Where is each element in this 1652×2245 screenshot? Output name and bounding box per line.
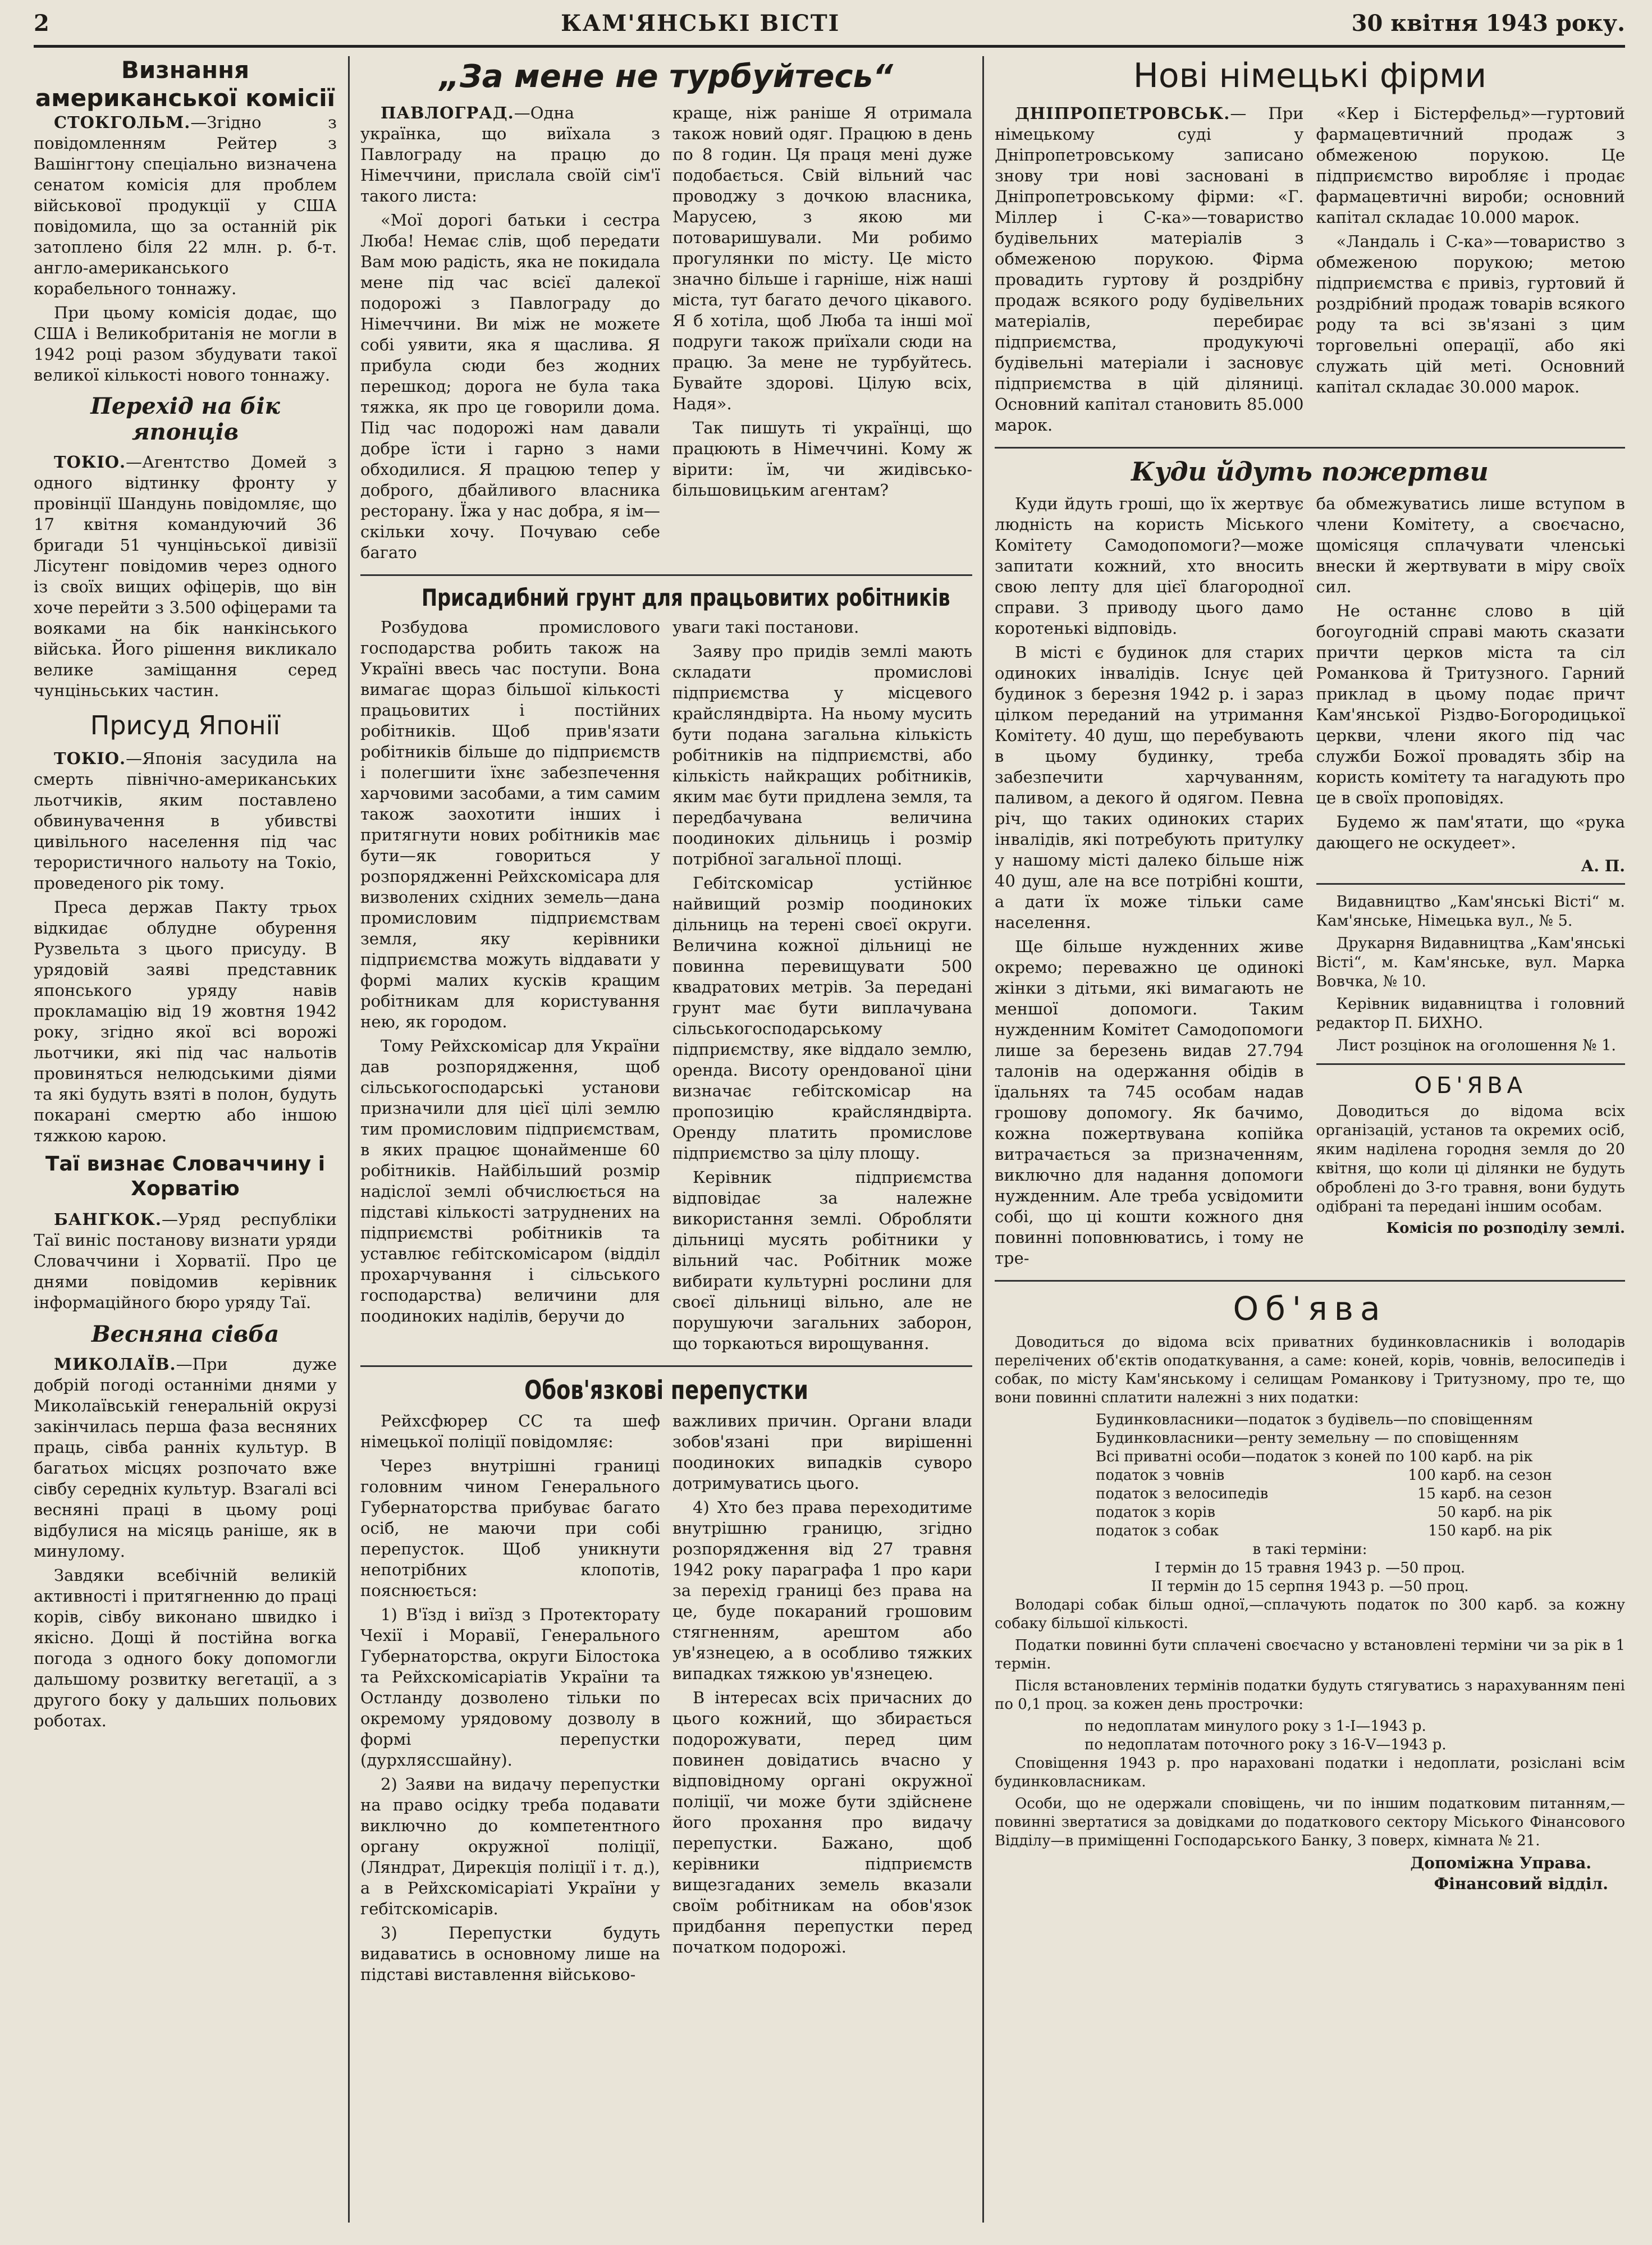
tax-rate: 150 карб. на рік: [1428, 1522, 1552, 1539]
tax-line: Будинковласники—податок з будівель—по сповіщенням: [1096, 1411, 1533, 1428]
dateline: ТОКІО.: [54, 452, 126, 472]
tax-rate: 50 карб. на рік: [1437, 1504, 1552, 1521]
notice-signature: Допоміжна Управа.: [1410, 1854, 1591, 1872]
notice-signature: Комісія по розподілу землі.: [1386, 1220, 1625, 1237]
article-text-body: — При німецькому суді у Дніпропетровському записано знову три нові засновані в Дніпропетровському фірми: «Г. Міллер і С-ка»—товариство будівельних матеріалів з обмеженою порукою. Фірма провадить гуртову й роздрібну продаж всякого роду будівельних матеріалів, перебирає підприємства, продукуючі будівельні матеріали і засновує підприємства в цій діляниці. Основний капітал становить 85.000 марок.: [995, 104, 1304, 435]
article-text: Так пишуть ті українці, що працюють в Німеччині. Кому ж вірити: їм, чи жидівсько-більшовицьким агентам?: [672, 418, 972, 500]
article-text: Через внутрішні границі головним чином Генерального Губернаторства прибуває багато осіб, не маючи при собі перепусток. Щоб уникнути непотрібних клопотів, пояснюється:: [360, 1456, 660, 1600]
article-title: Обов'язкові перепустки: [524, 1375, 808, 1405]
article-text-body: —Агентство Домей з одного відтинку фронту у провінції Шандунь повідомляє, що 17 квітня командуючий 36 бригади 51 чунціньської дивізії Лісутенг повідомив через одного із своїх вищих офіцерів, що він хоче перейти з 3.500 офіцерами та вояками на бік нанкінського війська. Його рішення викликало велике заміщання серед чунціньських частин.: [34, 452, 337, 700]
article-text: При цьому комісія додає, що США і Великобританія не могли в 1942 році разом збудувати такої великої кількості нового тоннажу.: [34, 303, 337, 385]
article-title: Перехід на бік японців: [90, 393, 280, 445]
imprint-line: Керівник видавництва і головний редактор П. БИХНО.: [1316, 995, 1625, 1032]
tax-penalty-line: по недоплатам поточного року з 16-V—1943 р.: [1084, 1736, 1447, 1753]
section-divider: [360, 1365, 972, 1367]
article-text: Гебітскомісар устійнює найвищий розмір поодиноких дільниць на терені своєї округи. Величина кожної дільниці не повинна перевищувати 500 квадратових метрів. За передані грунт має бути виплачувана сільськогосподарському підприємству, яке віддало землю, оренда. Висоту орендованої ціни визначає гебітскомісар на пропозицію крайсляндвірта. Оренду платить промислове підприємство за цілу площу.: [672, 874, 972, 1163]
article-body: [995, 103, 1625, 439]
tax-item: податок з човнів: [1096, 1467, 1225, 1484]
column-divider: [348, 56, 350, 2223]
article-title: Куди йдуть пожертви: [1131, 456, 1489, 487]
tax-rate-row: [995, 1503, 1625, 1522]
article-text: Ще більше нужденних живе окремо; переважно це одинокі жінки з дітьми, які вимагають не меншої допомоги. Таким нужденним Комітет Самодопомоги лише за березень видав 27.794 талонів на одержання обідів в їдальнях та 745 особам надав грошову допомогу. Як бачимо, кожна пожертвувана копійка витрачається за призначенням, виключно для надання допомоги нужденним. Але треба усвідомити собі, що ці кошти кожного дня повинні поповнюватись, і тому не тре-: [995, 937, 1304, 1268]
imprint-line: Лист розцінок на оголошення № 1.: [1336, 1037, 1616, 1054]
tax-rate-row: [995, 1466, 1625, 1485]
column-center: [360, 56, 972, 2223]
article-title: Таї визнає Словаччину і Хорватію: [45, 1153, 326, 1200]
article-text: 2) Заяви на видачу перепустки на право осідку треба подавати виключно до компетентного органу окружної поліції, (Ляндрат, Дирекція поліції і т. д.), а в Рейхскомісаріаті України у гебітскомісарів.: [360, 1775, 660, 1918]
column-left: [34, 56, 337, 2223]
article-text: «Ландаль і С-ка»—товариство з обмеженою порукою; метою підприємства є привіз, гуртовий й роздрібний продаж товарів всякого роду та всі зв'язані з цим торговельні операції, або які служать цій меті. Основний капітал складає 30.000 марок.: [1316, 232, 1625, 396]
tax-rate: 15 карб. на сезон: [1417, 1485, 1552, 1502]
article-text: Рейхсфюрер СС та шеф німецької поліції повідомляє:: [360, 1411, 660, 1451]
section-divider: [995, 1280, 1625, 1282]
article-text: важливих причин. Органи влади зобов'язані при вирішенні поодиноких випадків суворо дотримуватись цього.: [672, 1411, 972, 1493]
tax-notice: [995, 1333, 1625, 1893]
dateline: ТОКІО.: [54, 749, 126, 768]
article-text-body: —Згідно з повідомленням Рейтер з Вашінгтону спеціально визначена сенатом комісія для проблем військової продукції у США повідомила, що за останній рік затоплено біля 22 млн. р. б-т. англо-американського корабельного тоннажу.: [34, 113, 337, 298]
section-divider: [1316, 883, 1626, 885]
notice-text: Доводиться до відома всіх організацій, установ та окремих осіб, яким наділена городня земля до 20 квітня, що коли ці ділянки не будуть оброблені до 3-го травня, вони будуть одібрані та передані іншим особам.: [1316, 1103, 1625, 1215]
article-text: [34, 748, 337, 894]
article-text: Не останнє слово в цій богоугодній справі мають сказати причти церков міста та сіл Романкова й Тритузного. Гарний приклад в цьому подає причт Кам'янської Різдво-Богородицької церкви, члени якого під час служби Божої провадять збір на користь комітету та нагадують про це в своїх проповідях.: [1316, 601, 1625, 807]
article-title: Весняна сівба: [91, 1321, 280, 1347]
article-body: [995, 493, 1625, 1272]
article-text: Куди йдуть гроші, що їх жертвує людність на користь Міського Комітету Самодопомоги?—може запитати кожний, хто вносить свою лепту для цієї благородної справи. З приводу цього дамо коротенькі відповідь.: [995, 494, 1304, 638]
imprint-line: Видавництво „Кам'янські Вісті“ м. Кам'янське, Німецька вул., № 5.: [1316, 893, 1625, 930]
page-number: 2: [34, 10, 49, 36]
tax-item: податок з корів: [1096, 1504, 1215, 1521]
article-text: краще, ніж раніше Я отримала також новий одяг. Працюю в день по 8 годин. Ця праця мені дуже подобається. Свій вільний час проводжу з дочкою власника, Марусею, з якою ми потоваришували. Ми робимо прогулянки по місту. Це місто значно більше і гарніше, ніж наші міста, тут багато дечого цікавого. Я б хотіла, щоб Люба та інші мої подруги також приїхали сюди на працю. За мене не турбуйтесь. Бувайте здорові. Цілую всіх, Надя».: [672, 103, 972, 413]
section-divider: [360, 574, 972, 576]
article-text: «Кер і Бістерфельд»—гуртовий фармацевтичний продаж з обмеженою порукою. Це підприємство виробляє і продає фармацевтичні вироби; основний капітал складає 10.000 марок.: [1316, 104, 1625, 227]
tax-rate-row: [995, 1485, 1625, 1503]
article-text: Преса держав Пакту трьох відкидає облудне обурення Рузвельта з цього присуду. В урядовій заяві представник японського уряду навів прокламацію від 19 жовтня 1942 року, згідно якої всі ворожі льотчики, які під час нальотів провиняться нелюдськими діями та які будуть взяті в полон, будуть покарані смертю або іншою тяжкою карою.: [34, 898, 337, 1145]
article-title: Нові німецькі фірми: [1133, 56, 1487, 95]
article-title: „За мене не турбуйтесь“: [439, 58, 894, 95]
imprint: [1316, 893, 1626, 1055]
article-text: Тому Рейхскомісар для України дав розпорядження, щоб сільськогосподарські установи призначили для цієї цілі землю тим промисловим підприємствам, в яких працює щонайменше 60 робітників. Найбільший розмір надіслої землі обчислюється на підставі кількості затруднених на підприємстві робітників та уставлює гебітскомісаром (відділ прохарчування і сільського господарства) величини для поодиноких наділів, беручи до: [360, 1036, 660, 1325]
article-text: Заяву про придів землі мають складати промислові підприємства у місцевого крайсляндвірта. На ньому мусить бути подана загальна кількість робітників на підприємстві, або кількість найкращих робітників, яким має бути придлена земля, та передбачувана величина поодиноких дільниць і розмір потрібної загальної площі.: [672, 642, 972, 868]
article-body: [360, 617, 972, 1357]
article-title: Присадибний грунт для працьовитих робітників: [422, 584, 950, 611]
notice-text: Доводиться до відома всіх приватних будинковласників і володарів перелічених об'єктів оподаткування, а саме: коней, корів, човнів, велосипедів і собак, по місту Кам'янському і селищам Романкову і Тритузному, про те, що вони повинні сплатити належні з них податки:: [995, 1334, 1625, 1406]
article-text: В місті є будинок для старих одиноких інвалідів. Існує цей будинок з березня 1942 р. і зараз цілком переданий на утримання Комітету. 40 душ, що перебувають в цьому будинку, треба забезпечити харчуванням, паливом, а декого й одягом. Певна річ, що таких одиноких старих інвалідів, які потребують притулку у нашому місті далеко більше ніж 40 душ, але на все потрібні кошти, а дати їх може тільки саме населення.: [995, 643, 1304, 932]
article-text: 3) Перепустки будуть видаватись в основному лише на підставі виставлення військово-: [360, 1923, 660, 1984]
dateline: МИКОЛАЇВ.: [54, 1355, 176, 1374]
article-title: Визнання американської комісії: [35, 56, 336, 112]
article-text-body: —При дуже добрій погоді останніми днями у Миколаївській генеральній окрузі закінчилась перша фаза весняних праць, сівба ранніх культур. В багатьох місцях розпочато вже сівбу середніх культур. Взагалі всі весняні праці в цьому році відбулися на місяць раніше, як в минулому.: [34, 1355, 337, 1561]
imprint-line: Друкарня Видавництва „Кам'янські Вісті“, м. Кам'янське, вул. Марка Вовчка, № 10.: [1316, 935, 1625, 990]
notice-text: Податки повинні бути сплачені своєчасно у встановлені терміни чи за рік в 1 термін.: [995, 1637, 1625, 1672]
article-text-body: —Уряд республіки Таї виніс постанову визнати уряди Словаччини і Хорватії. Про це днями повідомив керівник інформаційного бюро уряду Таї.: [34, 1210, 337, 1312]
article-text: «Мої дорогі батьки і сестра Люба! Немає слів, щоб передати Вам мою радість, яка не покидала мене під час всієї далекої подорожі з Павлограду до Німеччини. Ви між не можете собі уявити, яка я щаслива. Я прибула сюди без жодних перешкод; дорога не була така тяжка, як про це говорили дома. Під час подорожі нам давали добре їсти і гарно з нами обходилися. Я працюю тепер у доброго, дбайливого власника ресторану. Їжа у нас добра, я ім—скільки хочу. Почуваю себе багато: [360, 211, 660, 562]
article-text: [995, 103, 1304, 436]
notice-text: Володарі собак більш одної,—сплачують податок по 300 карб. за кожну собаку більшої кількості.: [995, 1597, 1625, 1632]
article-text-body: —Японія засудила на смерть північно-американських льотчиків, яким поставлено обвинувачення в убивстві цивільного населення під час терористичного нальоту на Токіо, проведеного рік тому.: [34, 749, 337, 893]
article-text: Розбудова промислового господарства робить також на Україні ввесь час поступи. Вона вимагає щораз більшої кількості працьовитих і постійних робітників. Щоб прив'язати робітників більше до підприємств і полегшити їхнє забезпечення харчовими засобами, а тим самим також заохотити інших і притягнути нових робітників має бути—як говориться у розпорядженні Рейхскомісара для визволених східних земель—дана промисловим підприємствам земля, яку керівники підприємства можуть віддавати у формі малих кусків кращим робітникам для користування нею, як городом.: [360, 618, 660, 1031]
notice-text: Сповіщення 1943 р. про нараховані податки і недоплати, розіслані всім будинковласникам.: [995, 1755, 1625, 1790]
article-text: ба обмежуватись лише вступом в члени Комітету, а своєчасно, щомісяця сплачувати членські внески й жертвувати в міру своїх сил.: [1316, 494, 1625, 596]
article-text: [34, 1354, 337, 1562]
tax-item: податок з собак: [1096, 1522, 1219, 1539]
notice-text: Після встановлених термінів податки будуть стягуватись з нарахуванням пені по 0,1 проц. за кожен день прострочки:: [995, 1677, 1625, 1713]
tax-term: II термін до 15 серпня 1943 р. —50 проц.: [1151, 1578, 1469, 1595]
article-text: [360, 103, 660, 207]
dateline: БАНГКОК.: [54, 1210, 162, 1229]
tax-item: податок з велосипедів: [1096, 1485, 1269, 1502]
section-divider: [995, 447, 1625, 449]
dateline: ДНІПРОПЕТРОВСЬК.: [1015, 104, 1230, 123]
tax-rate: 100 карб. на сезон: [1408, 1467, 1552, 1484]
article-text: Будемо ж пам'ятати, що «рука дающего не оскудеет».: [1316, 812, 1625, 852]
article-text: 1) В'їзд і виїзд з Протекторату Чехії і Моравії, Генерального Губернаторства, округи Білостока та Рейхскомісаріатів України та Остланду дозволено тільки по окремому урядовому дозволу в формі перепустки (дурхляссшайну).: [360, 1605, 660, 1770]
newspaper-title: КАМ'ЯНСЬКІ ВІСТІ: [561, 10, 840, 36]
article-text: В інтересах всіх причасних до цього кожний, що збирається подорожувати, перед цим повинен довідатись вчасно у відповідному органі окружної поліції, чи може бути здійснене його прохання про видачу перепустки. Бажано, щоб керівники підприємств вищезгаданих земель вказали своїм робітникам на обов'язок придбання перепустки перед початком подорожі.: [672, 1688, 972, 1956]
notice-signature: Фінансовий відділ.: [1434, 1874, 1608, 1893]
column-divider: [982, 56, 984, 2223]
dateline: СТОКГОЛЬМ.: [54, 113, 191, 132]
masthead: [34, 10, 1625, 48]
article-text: уваги такі постанови.: [672, 618, 859, 637]
dateline: ПАВЛОГРАД.: [381, 103, 514, 122]
article-text: [34, 112, 337, 299]
notice-title: ОБ'ЯВА: [1414, 1073, 1527, 1099]
article-text: Завдяки всебічній великій активності і притягненню до праці корів, сівбу виконано швидко і якісно. Дощі й постійна вогка погода з одного боку допомогли дальшому розвитку вегетації, а з другого боку у дальших польових роботах.: [34, 1566, 337, 1730]
tax-line: Всі приватні особи—податок з коней по 100 карб. на рік: [1096, 1448, 1533, 1465]
article-text: 4) Хто без права переходитиме внутрішню границю, згідно розпорядження від 27 травня 1942 року параграфа 1 про кари за перехід границі без права на це, буде покараний грошовим стягненням, арештом або ув'язнецею, а в особливо тяжких випадках тяжкою ув'язнецею.: [672, 1498, 972, 1683]
notice-title: Об'ява: [1233, 1290, 1387, 1328]
article-text: [34, 452, 337, 701]
notice-text: Особи, що не одержали сповіщень, чи по іншим податковим питанням,—повинні звертатися за довідками до податкового сектору Міського Фінансового Відділу—в приміщенні Господарського Банку, 3 поверх, кімната № 21.: [995, 1795, 1625, 1849]
article-title: Присуд Японії: [90, 710, 281, 740]
tax-term: I термін до 15 травня 1943 р. —50 проц.: [1154, 1560, 1466, 1576]
tax-rate-row: [995, 1522, 1625, 1540]
columns: [34, 56, 1625, 2223]
article-text-body: —Одна українка, що виїхала з Павлограду на працю до Німеччини, прислала своїй сім'ї такого листа:: [360, 103, 660, 205]
tax-penalty-line: по недоплатам минулого року з 1-I—1943 р.: [1084, 1718, 1426, 1735]
tax-terms-label: в такі терміни:: [1252, 1541, 1367, 1558]
article-body: [360, 1411, 972, 1988]
issue-date: 30 квітня 1943 року.: [1351, 10, 1625, 36]
section-divider: [1316, 1063, 1626, 1065]
tax-line: Будинковласники—ренту земельну — по сповіщенням: [1096, 1430, 1519, 1447]
author-signature: А. П.: [1581, 857, 1625, 875]
article-text: Керівник підприємства відповідає за належне використання землі. Обробляти дільниці мусять робітники у вільний час. Робітник може вибирати культурні рослини для своєї дільниці вільно, але не порушуючи загальних заборон, що торкаються вирощування.: [672, 1168, 972, 1353]
article-body: [360, 103, 972, 566]
article-text: [34, 1209, 337, 1313]
column-right: [995, 56, 1625, 2223]
